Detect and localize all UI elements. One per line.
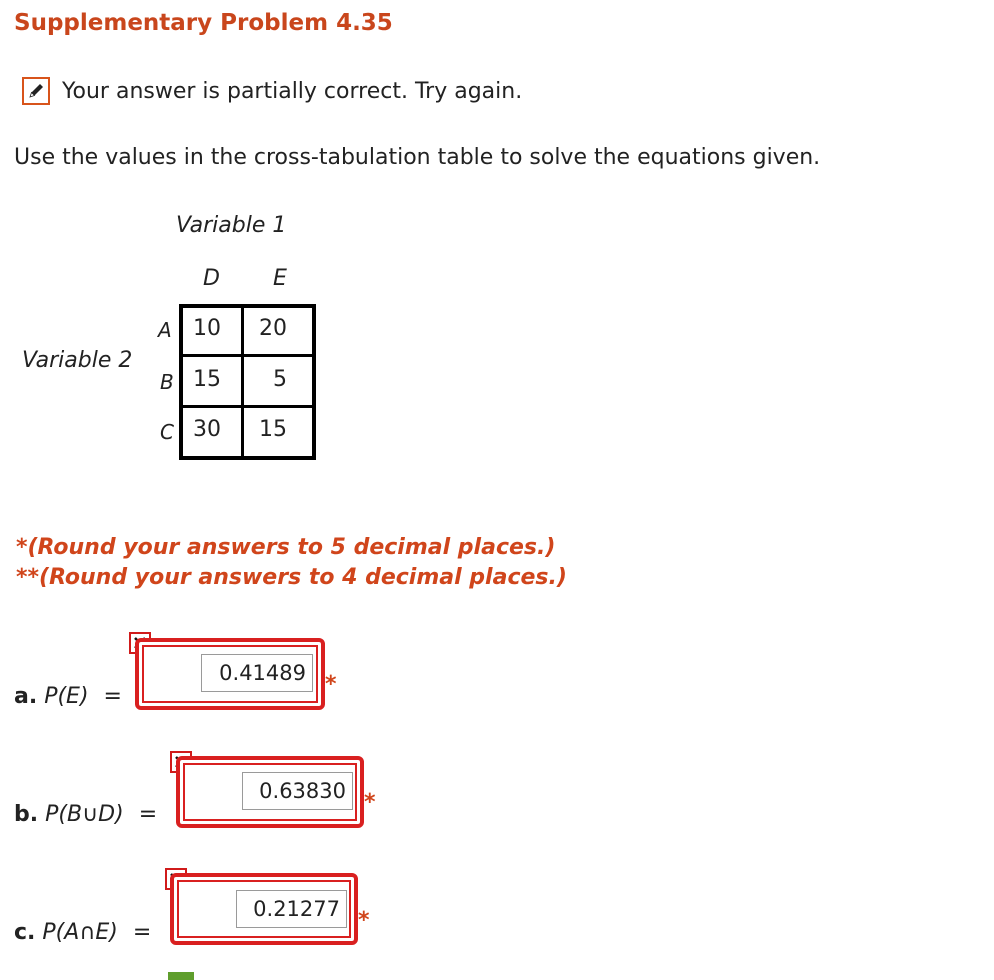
question-expression: P(B∪D) (45, 802, 124, 827)
question-b-label (14, 802, 157, 827)
table-cell: 30 (193, 417, 221, 442)
answer-b-asterisk: * (364, 790, 376, 815)
column-header-e: E (273, 266, 287, 291)
variable-2-label: Variable 2 (22, 348, 133, 373)
table-cell: 5 (273, 367, 287, 392)
instructions: Use the values in the cross-tabulation table to solve the equations given. (14, 145, 821, 170)
rounding-note-4: **(Round your answers to 4 decimal places.) (16, 565, 567, 590)
equals-sign: = (132, 920, 152, 945)
answer-b-input[interactable] (242, 772, 353, 810)
table-cell: 15 (259, 417, 287, 442)
column-header-d: D (203, 266, 220, 291)
table-cell: 10 (193, 316, 221, 341)
question-expression: P(E) (44, 684, 89, 709)
next-item-indicator (168, 972, 194, 980)
table-divider (179, 354, 316, 357)
problem-title: Supplementary Problem 4.35 (14, 10, 393, 36)
question-a-label (14, 684, 122, 709)
rounding-note-5: *(Round your answers to 5 decimal places.) (16, 535, 556, 560)
row-header-c: C (160, 420, 174, 444)
feedback-message: Your answer is partially correct. Try again. (62, 79, 523, 104)
question-letter: c. (14, 920, 36, 945)
equals-sign: = (138, 802, 158, 827)
answer-c-input[interactable] (236, 890, 347, 928)
pencil-edit-icon (22, 77, 50, 105)
answer-c-asterisk: * (358, 908, 370, 933)
table-cell: 20 (259, 316, 287, 341)
question-letter: a. (14, 684, 38, 709)
answer-a-asterisk: * (325, 672, 337, 697)
answer-a-input[interactable] (201, 654, 313, 692)
table-divider (241, 304, 244, 460)
row-header-b: B (160, 370, 174, 394)
question-c-label (14, 920, 151, 945)
question-letter: b. (14, 802, 39, 827)
variable-1-label: Variable 1 (176, 213, 287, 238)
table-cell: 15 (193, 367, 221, 392)
row-header-a: A (158, 318, 172, 342)
equals-sign: = (103, 684, 122, 709)
table-divider (179, 405, 316, 408)
question-expression: P(A∩E) (42, 920, 118, 945)
